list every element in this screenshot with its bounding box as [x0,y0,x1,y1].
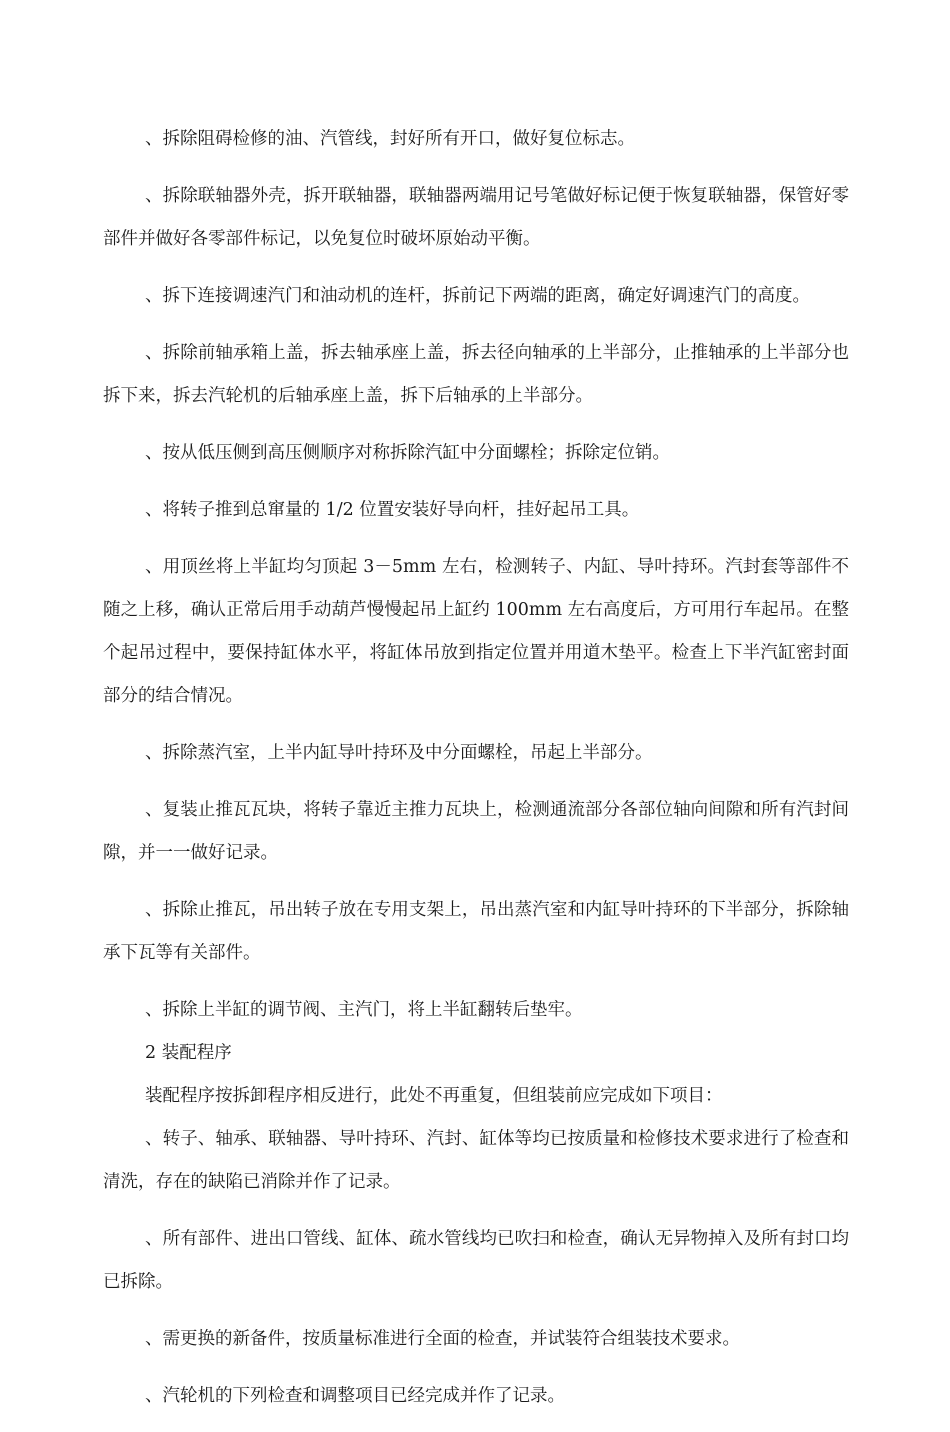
paragraph-remove-pipes: 、拆除阻碍检修的油、汽管线，封好所有开口，做好复位标志。 [145,129,635,149]
paragraph-assembly-check-parts: 、所有部件、进出口管线、缸体、疏水管线均已吹扫和检查，确认无异物掉入及所有封口均已拆除。 [103,1229,849,1292]
paragraph-remove-bolts: 、按从低压侧到高压侧顺序对称拆除汽缸中分面螺栓；拆除定位销。 [145,443,670,463]
paragraph-lift-casing: 、用顶丝将上半缸均匀顶起 3－5mm 左右，检测转子、内缸、导叶持环。汽封套等部件不随之上移，确认正常后用手动葫芦慢慢起吊上缸约 100mm 左右高度后，方可用行车起吊。在整个起吊过程中，要保持缸体水平，将缸体吊放到指定位置并用道木垫平。检查上下半汽缸密封面部分的结合情况。 [103,557,849,706]
paragraph-remove-coupling: 、拆除联轴器外壳，拆开联轴器，联轴器两端用记号笔做好标记便于恢复联轴器，保管好零部件并做好各零部件标记，以免复位时破坏原始动平衡。 [103,186,849,249]
paragraph-assembly-spare-parts: 、需更换的新备件，按质量标准进行全面的检查，并试装符合组装技术要求。 [145,1329,740,1349]
paragraph-assembly-records: 、汽轮机的下列检查和调整项目已经完成并作了记录。 [145,1386,565,1406]
paragraph-remove-thrust-bearing: 、拆除止推瓦，吊出转子放在专用支架上，吊出蒸汽室和内缸导叶持环的下半部分，拆除轴承下瓦等有关部件。 [103,900,849,963]
paragraph-remove-linkage: 、拆下连接调速汽门和油动机的连杆，拆前记下两端的距离，确定好调速汽门的高度。 [145,286,810,306]
section-heading: 2 装配程序 [145,1043,232,1063]
paragraph-remove-valves: 、拆除上半缸的调节阀、主汽门，将上半缸翻转后垫牢。 [145,1000,583,1020]
document-body [103,118,849,1432]
paragraph-remove-bearing-covers: 、拆除前轴承箱上盖，拆去轴承座上盖，拆去径向轴承的上半部分，止推轴承的上半部分也拆下来，拆去汽轮机的后轴承座上盖，拆下后轴承的上半部分。 [103,343,849,406]
paragraph-rotor-position: 、将转子推到总窜量的 1/2 位置安装好导向杆，挂好起吊工具。 [145,500,640,520]
paragraph-assembly-check-rotor: 、转子、轴承、联轴器、导叶持环、汽封、缸体等均已按质量和检修技术要求进行了检查和清洗，存在的缺陷已消除并作了记录。 [103,1129,849,1192]
paragraph-assembly-intro: 装配程序按拆卸程序相反进行，此处不再重复，但组装前应完成如下项目： [145,1086,723,1106]
paragraph-reinstall-thrust-pads: 、复装止推瓦瓦块，将转子靠近主推力瓦块上，检测通流部分各部位轴向间隙和所有汽封间隙，并一一做好记录。 [103,800,849,863]
paragraph-remove-steam-chamber: 、拆除蒸汽室，上半内缸导叶持环及中分面螺栓，吊起上半部分。 [145,743,653,763]
